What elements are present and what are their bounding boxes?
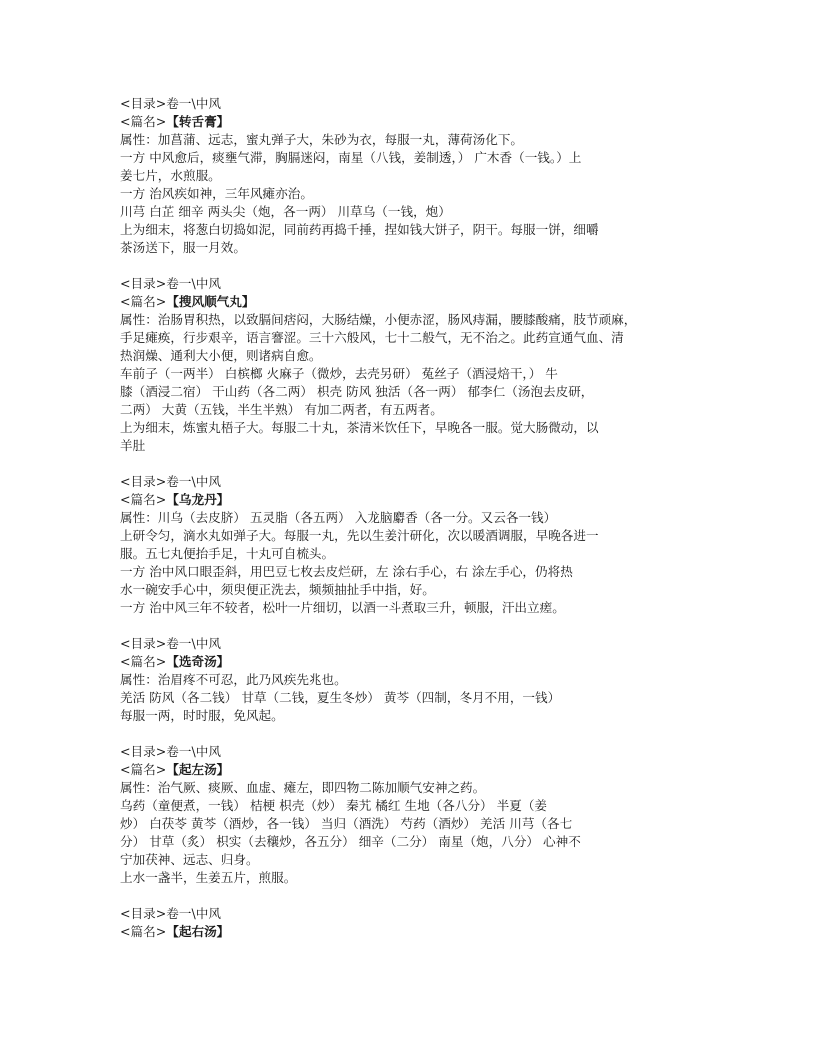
title-prefix: <篇名>	[120, 762, 167, 777]
body-line: 上研令匀，滴水丸如弹子大。每服一丸，先以生姜汁研化，次以暖酒调服，早晚各进一	[120, 528, 599, 543]
recipe-section	[120, 635, 680, 725]
recipe-title: 【转舌膏】	[166, 114, 230, 129]
title-line	[120, 653, 680, 671]
body-line: 上为细末，炼蜜丸梧子大。每服二十丸，茶清米饮任下，早晚各一服。觉大肠微动，以	[120, 420, 599, 435]
recipe-section	[120, 95, 680, 257]
title-prefix: <篇名>	[120, 114, 167, 129]
body-line: 属性：川乌（去皮脐） 五灵脂（各五两） 入龙脑麝香（各一分。又云各一钱）	[120, 510, 557, 525]
recipe-title: 【起左汤】	[166, 762, 230, 777]
body-line: 水一碗安手心中，须臾便正洗去，频频抽扯手中指，好。	[120, 582, 435, 597]
recipe-title: 【起右汤】	[166, 924, 230, 939]
body-line: 川芎 白芷 细辛 两头尖（炮，各一两） 川草乌（一钱，炮）	[120, 204, 451, 219]
recipe-title: 【乌龙丹】	[166, 492, 230, 507]
catalog-line: <目录>卷一\中风	[120, 744, 221, 759]
title-line	[120, 491, 680, 509]
body-line: 乌药（童便煮，一钱） 桔梗 枳壳（炒） 秦艽 橘红 生地（各八分） 半夏（姜	[120, 798, 548, 813]
catalog-line: <目录>卷一\中风	[120, 906, 221, 921]
title-prefix: <篇名>	[120, 924, 167, 939]
body-line: 属性：治气厥、痰厥、血虚、瘫左，即四物二陈加顺气安神之药。	[120, 780, 486, 795]
body-line: 车前子（一两半） 白槟榔 火麻子（微炒，去壳另研） 菟丝子（酒浸焙干，） 牛	[120, 366, 558, 381]
body-line: 宁加茯神、远志、归身。	[120, 852, 259, 867]
catalog-line: <目录>卷一\中风	[120, 636, 221, 651]
body-line: 二两） 大黄（五钱，半生半熟） 有加二两者，有五两者。	[120, 402, 443, 417]
body-line: 上水一盏半，生姜五片，煎服。	[120, 870, 297, 885]
body-line: 热润燥、通利大小便，则诸病自愈。	[120, 348, 322, 363]
title-prefix: <篇名>	[120, 492, 167, 507]
body-line: 一方 治中风口眼歪斜，用巴豆七枚去皮烂研，左 涂右手心，右 涂左手心，仍将热	[120, 564, 573, 579]
body-line: 羌活 防风（各二钱） 甘草（二钱，夏生冬炒） 黄芩（四制，冬月不用，一钱）	[120, 690, 561, 705]
title-prefix: <篇名>	[120, 294, 167, 309]
title-line	[120, 761, 680, 779]
title-prefix: <篇名>	[120, 654, 167, 669]
body-line: 属性：治肠胃积热，以致膈间痞闷，大肠结燥，小便赤涩，肠风痔漏，腰膝酸痛，肢节顽麻，	[120, 312, 637, 327]
body-line: 一方 治风疾如神，三年风瘫亦治。	[120, 186, 313, 201]
body-line: 属性：治眉疼不可忍，此乃风疾先兆也。	[120, 672, 347, 687]
body-line: 分） 甘草（炙） 枳实（去穰炒，各五分） 细辛（二分） 南星（炮，八分） 心神不	[120, 834, 581, 849]
title-line	[120, 923, 680, 941]
body-line: 一方 中风愈后，痰壅气滞，胸膈迷闷，南星（八钱，姜制透，） 广木香（一钱。）上	[120, 150, 582, 165]
title-line	[120, 113, 680, 131]
recipe-section	[120, 743, 680, 887]
catalog-line: <目录>卷一\中风	[120, 276, 221, 291]
body-line: 膝（酒浸二宿） 干山药（各二两） 枳壳 防风 独活（各一两） 郁李仁（汤泡去皮研，	[120, 384, 594, 399]
catalog-line: <目录>卷一\中风	[120, 474, 221, 489]
body-line: 羊肚	[120, 438, 146, 453]
recipe-section	[120, 275, 680, 455]
body-line: 每服一两，时时服，免风起。	[120, 708, 284, 723]
body-line: 一方 治中风三年不较者，松叶一片细切，以酒一斗煮取三升，顿服，汗出立瘥。	[120, 600, 565, 615]
body-line: 茶汤送下，服一月效。	[120, 240, 246, 255]
document-page	[120, 95, 680, 959]
body-line: 姜七片，水煎服。	[120, 168, 221, 183]
recipe-title: 【搜风顺气丸】	[166, 294, 255, 309]
recipe-section	[120, 473, 680, 617]
recipe-title: 【选奇汤】	[166, 654, 230, 669]
body-line: 手足瘫痪，行步艰辛，语言謇涩。三十六般风，七十二般气，无不治之。此药宣通气血、清	[120, 330, 624, 345]
body-line: 炒） 白茯苓 黄芩（酒炒，各一钱） 当归（酒洗） 芍药（酒炒） 羌活 川芎（各七	[120, 816, 573, 831]
body-line: 属性：加菖蒲、远志，蜜丸弹子大，朱砂为衣，每服一丸，薄荷汤化下。	[120, 132, 523, 147]
body-line: 服。五七丸便抬手足，十丸可自梳头。	[120, 546, 335, 561]
recipe-section	[120, 905, 680, 941]
body-line: 上为细末，将葱白切捣如泥，同前药再捣千捶，捏如钱大饼子，阴干。每服一饼，细嚼	[120, 222, 599, 237]
title-line	[120, 293, 680, 311]
catalog-line: <目录>卷一\中风	[120, 96, 221, 111]
